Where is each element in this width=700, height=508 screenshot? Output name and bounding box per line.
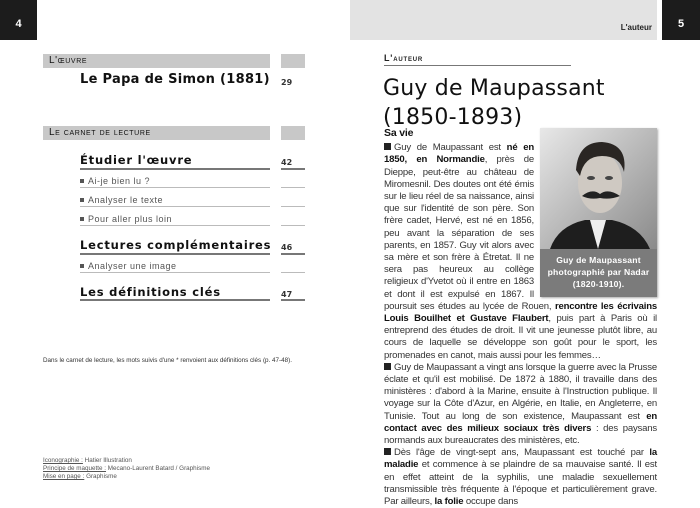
- toc-sub-ai-je-bien-lu[interactable]: Ai-je bien lu ?: [80, 176, 150, 186]
- credit-line: [43, 465, 210, 473]
- bold-text: en contact avec des milieux sociaux très divers: [384, 410, 657, 434]
- paragraph: [384, 362, 657, 447]
- toc-page-46: 46: [281, 243, 293, 252]
- divider: [80, 206, 270, 207]
- text-run: Dès l'âge de vingt-sept ans, Maupassant est touché par: [394, 447, 650, 459]
- paragraph: [384, 447, 657, 508]
- divider: [80, 187, 270, 188]
- credit-value: Hatier Illustration: [84, 457, 132, 464]
- section-header-carnet: Le carnet de lecture: [43, 126, 270, 140]
- bold-text: né en 1850, en Normandie: [384, 142, 534, 166]
- section-header-oeuvre: L'œuvre: [43, 54, 270, 68]
- toc-page-42: 42: [281, 158, 293, 167]
- section-label: L'auteur: [384, 53, 424, 63]
- toc-entry-etudier[interactable]: Étudier l'œuvre: [80, 153, 193, 167]
- credit-line: [43, 473, 210, 481]
- credits: [43, 457, 210, 481]
- running-head-bar: [350, 0, 657, 40]
- toc-sub-pour-aller-plus-loin[interactable]: Pour aller plus loin: [80, 214, 172, 224]
- text-run: Guy de Maupassant est: [394, 142, 507, 154]
- title-line: Guy de Maupassant: [383, 76, 605, 101]
- page-title: [383, 74, 605, 132]
- bold-text: la folie: [434, 496, 464, 508]
- divider: [80, 225, 270, 226]
- toc-page-29: 29: [281, 78, 293, 87]
- bold-text: rencontre les écrivains Louis Bouilhet et Gustave Flaubert: [384, 300, 657, 325]
- portrait-photo: [540, 128, 657, 297]
- credit-value: Graphisme: [86, 473, 117, 480]
- square-bullet-icon: [384, 448, 391, 455]
- page-box: [281, 54, 305, 68]
- text-run: et commence à se plaindre de sa mauvaise santé. Il est en effet atteint de la syphilis, une maladie sexuellement transmissible très fréquente à l'époque et particulièrement grave. Par ailleurs,: [384, 459, 657, 508]
- toc-sub-analyser-image[interactable]: Analyser une image: [80, 261, 177, 271]
- toc-entry-lectures[interactable]: Lectures complémentaires: [80, 238, 272, 252]
- subheading: Sa vie: [384, 127, 414, 139]
- text-run: Guy de Maupassant a vingt ans lorsque la guerre avec la Prusse éclate et qu'il est mobilisé. De 1872 à 1880, il travaille dans des ministères : d'abord à la Marine, ensuite à l'Instruction publique. Il voyage sur la Côte d'Azur, en Algérie, en Italie, en Angleterre, en Tunisie. Tout au long de son existence, Maupassant est: [384, 361, 657, 422]
- credit-value: Mecano-Laurent Batard / Graphisme: [107, 465, 210, 472]
- divider: [80, 168, 270, 170]
- divider: [281, 206, 305, 207]
- credit-line: [43, 457, 210, 465]
- text-run: , puis part à Paris où il entreprend des études de droit. Il vit une jeunesse plutôt libre, au cours de laquelle se développe son goût pour le sport, les promenades en canot, mais aussi pour les femmes…: [384, 313, 657, 361]
- square-bullet-icon: [384, 143, 391, 150]
- toc-entry-oeuvre-title[interactable]: Le Papa de Simon (1881): [80, 72, 270, 87]
- divider: [281, 187, 305, 188]
- portrait-image: [540, 128, 657, 249]
- toc-page-47: 47: [281, 290, 293, 299]
- toc-entry-definitions[interactable]: Les définitions clés: [80, 285, 221, 299]
- page-number-left: 4: [0, 0, 37, 40]
- caption-line: photographié par Nadar: [547, 267, 650, 278]
- page-box: [281, 126, 305, 140]
- credit-label: Iconographie :: [43, 457, 83, 464]
- divider: [281, 253, 305, 255]
- page-number-right: 5: [662, 0, 700, 40]
- divider: [80, 253, 270, 255]
- caption-line: Guy de Maupassant: [556, 255, 641, 266]
- footnote: Dans le carnet de lecture, les mots suivis d'une * renvoient aux définitions clés (p. 47-48).: [43, 357, 293, 364]
- text-run: , près de Dieppe, peut-être au château de Miromesnil. Des doutes ont été émis sur le lieu réel de sa naissance, ainsi que sur l'identité de son père. Son frère cadet, Hervé, est né en 1856, peu avant la séparation de ses parents, en 1857. Guy vit alors avec sa mère et son frère à Étretat. Il ne sera pas heureux au collège religieux d'Yvetot où il entre en 1863 et dont il est expulsé en 1867. Il poursuit ses études au lycée de Rouen,: [384, 154, 555, 312]
- text-run: : des paysans normands aux bureaucrates des ministères, etc.: [384, 422, 657, 447]
- credit-label: Mise en page :: [43, 473, 85, 480]
- divider: [281, 299, 305, 301]
- photo-caption: [540, 249, 657, 297]
- toc-sub-analyser-texte[interactable]: Analyser le texte: [80, 195, 163, 205]
- credit-label: Principe de maquette :: [43, 465, 107, 472]
- bold-text: la maladie: [384, 447, 657, 471]
- divider: [281, 272, 305, 273]
- divider: [80, 272, 270, 273]
- running-head: L'auteur: [620, 23, 652, 32]
- caption-line: (1820-1910).: [572, 279, 625, 290]
- divider: [384, 65, 571, 66]
- divider: [281, 225, 305, 226]
- text-run: occupe dans: [463, 496, 518, 508]
- divider: [80, 299, 270, 301]
- article-body: [384, 127, 657, 508]
- square-bullet-icon: [384, 363, 391, 370]
- divider: [281, 168, 305, 170]
- title-line: (1850-1893): [383, 105, 523, 130]
